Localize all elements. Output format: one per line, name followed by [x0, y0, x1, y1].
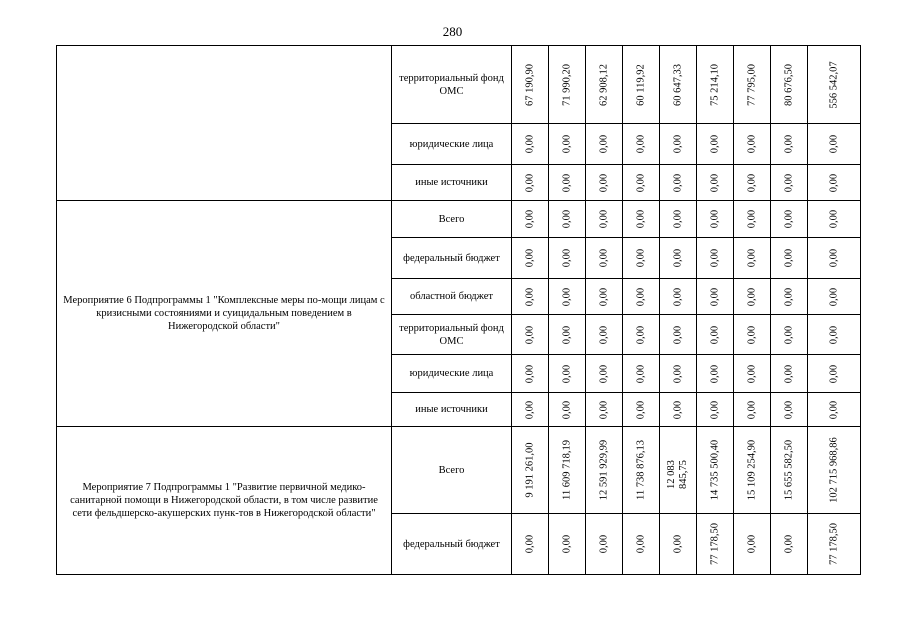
value-cell	[586, 393, 623, 427]
value-cell	[549, 279, 586, 315]
value-text: 0,00	[635, 134, 647, 154]
value-cell	[660, 201, 697, 238]
value-cell	[660, 393, 697, 427]
value-text: 14 735 500,40	[709, 439, 721, 501]
funding-source-cell: территориальный фонд ОМС	[392, 315, 512, 355]
value-cell	[549, 46, 586, 124]
value-text: 0,00	[524, 364, 536, 383]
value-cell	[808, 393, 861, 427]
value-text: 0,00	[672, 209, 684, 229]
value-text: 75 214,10	[709, 63, 721, 106]
value-text: 0,00	[746, 209, 758, 229]
value-cell	[549, 201, 586, 238]
funding-source-cell: Всего	[392, 201, 512, 238]
value-text: 0,00	[709, 364, 721, 383]
value-cell	[549, 514, 586, 575]
value-cell	[697, 514, 734, 575]
value-text: 0,00	[561, 400, 573, 419]
value-text: 0,00	[635, 400, 647, 419]
value-cell	[623, 279, 660, 315]
funding-source-cell: Всего	[392, 427, 512, 514]
value-cell	[660, 279, 697, 315]
value-cell	[586, 514, 623, 575]
value-text: 0,00	[746, 364, 758, 383]
table-row	[57, 46, 861, 124]
value-text: 0,00	[828, 287, 840, 306]
value-cell	[586, 201, 623, 238]
funding-source-cell: иные источники	[392, 393, 512, 427]
value-cell	[771, 165, 808, 201]
value-text: 0,00	[746, 534, 758, 554]
value-cell	[512, 427, 549, 514]
value-text: 0,00	[672, 534, 684, 554]
value-cell	[771, 201, 808, 238]
value-text: 0,00	[828, 209, 840, 229]
value-text: 0,00	[561, 364, 573, 383]
value-cell	[660, 427, 697, 514]
value-text: 0,00	[561, 325, 573, 344]
value-cell	[549, 393, 586, 427]
value-text: 0,00	[524, 534, 536, 554]
value-cell	[697, 238, 734, 279]
value-text: 0,00	[828, 248, 840, 268]
value-text: 0,00	[672, 400, 684, 419]
value-text: 0,00	[828, 364, 840, 383]
value-text: 0,00	[746, 287, 758, 306]
value-text: 0,00	[524, 400, 536, 419]
value-cell	[808, 427, 861, 514]
value-cell	[586, 355, 623, 393]
value-text: 0,00	[746, 134, 758, 154]
funding-source-cell: иные источники	[392, 165, 512, 201]
value-text: 0,00	[524, 209, 536, 229]
value-cell	[660, 315, 697, 355]
value-cell	[549, 355, 586, 393]
value-text: 0,00	[783, 248, 795, 268]
value-cell	[549, 427, 586, 514]
value-cell	[586, 279, 623, 315]
value-text: 0,00	[561, 534, 573, 554]
value-text: 0,00	[635, 364, 647, 383]
value-text: 0,00	[524, 248, 536, 268]
value-text: 0,00	[746, 400, 758, 419]
funding-source-cell: федеральный бюджет	[392, 514, 512, 575]
value-cell	[586, 315, 623, 355]
value-cell	[734, 46, 771, 124]
value-cell	[660, 124, 697, 165]
value-cell	[549, 124, 586, 165]
value-text: 0,00	[783, 400, 795, 419]
table-row	[57, 201, 861, 238]
value-text: 0,00	[709, 287, 721, 306]
value-text: 0,00	[598, 287, 610, 306]
activity-cell: Мероприятие 6 Подпрограммы 1 "Комплексные меры по-мощи лицам с кризисными состояниями и суицидальным поведением в Нижегородской области"	[57, 201, 392, 427]
value-cell	[623, 201, 660, 238]
value-cell	[808, 279, 861, 315]
value-text: 0,00	[561, 248, 573, 268]
value-cell	[512, 279, 549, 315]
value-text: 62 908,12	[598, 63, 610, 106]
value-cell	[660, 238, 697, 279]
value-cell	[586, 46, 623, 124]
value-cell	[734, 315, 771, 355]
value-cell	[512, 238, 549, 279]
value-text: 0,00	[746, 325, 758, 344]
value-text: 0,00	[828, 400, 840, 419]
value-text: 0,00	[524, 173, 536, 192]
value-text: 0,00	[561, 209, 573, 229]
value-text: 0,00	[598, 325, 610, 344]
value-cell	[586, 238, 623, 279]
value-text: 15 109 254,90	[746, 439, 758, 501]
value-cell	[623, 393, 660, 427]
value-text: 0,00	[598, 364, 610, 383]
funding-source-cell: федеральный бюджет	[392, 238, 512, 279]
value-text: 0,00	[672, 173, 684, 192]
value-cell	[808, 201, 861, 238]
value-text: 556 542,07	[828, 60, 840, 109]
value-cell	[660, 355, 697, 393]
value-cell	[549, 165, 586, 201]
value-text: 0,00	[746, 248, 758, 268]
value-cell	[734, 165, 771, 201]
value-cell	[808, 355, 861, 393]
value-cell	[586, 124, 623, 165]
value-text: 12 083 845,75	[666, 460, 689, 489]
value-cell	[660, 165, 697, 201]
value-cell	[808, 165, 861, 201]
value-text: 0,00	[672, 364, 684, 383]
value-cell	[623, 355, 660, 393]
value-text: 11 609 718,19	[561, 440, 573, 500]
value-cell	[808, 46, 861, 124]
value-text: 102 715 968,86	[828, 437, 840, 503]
value-cell	[771, 124, 808, 165]
value-cell	[586, 165, 623, 201]
value-cell	[734, 355, 771, 393]
value-text: 0,00	[709, 173, 721, 192]
value-cell	[697, 165, 734, 201]
value-text: 0,00	[561, 173, 573, 192]
value-text: 0,00	[635, 534, 647, 554]
value-text: 9 191 261,00	[524, 442, 536, 498]
value-text: 0,00	[524, 325, 536, 344]
value-cell	[808, 124, 861, 165]
value-text: 0,00	[635, 209, 647, 229]
value-cell	[697, 355, 734, 393]
value-text: 0,00	[709, 134, 721, 154]
value-text: 0,00	[635, 248, 647, 268]
value-cell	[512, 46, 549, 124]
value-text: 0,00	[783, 287, 795, 306]
value-cell	[512, 165, 549, 201]
value-text: 77 178,50	[828, 523, 840, 565]
table-row	[57, 427, 861, 514]
value-text: 0,00	[709, 209, 721, 229]
value-text: 0,00	[561, 287, 573, 306]
value-cell	[512, 315, 549, 355]
value-text: 67 190,90	[524, 63, 536, 106]
value-cell	[549, 238, 586, 279]
value-cell	[734, 514, 771, 575]
value-text: 0,00	[709, 248, 721, 268]
page-number: 280	[442, 24, 463, 39]
value-cell	[623, 165, 660, 201]
value-text: 0,00	[709, 325, 721, 344]
value-cell	[623, 514, 660, 575]
value-cell	[808, 514, 861, 575]
value-text: 0,00	[672, 287, 684, 306]
value-cell	[697, 315, 734, 355]
value-cell	[512, 124, 549, 165]
funding-source-cell: юридические лица	[392, 355, 512, 393]
value-text: 0,00	[672, 134, 684, 154]
value-text: 0,00	[524, 134, 536, 154]
value-cell	[623, 238, 660, 279]
activity-cell: Мероприятие 7 Подпрограммы 1 "Развитие первичной медико-санитарной помощи в Нижегородской области, в том числе развитие сети фельдшерско-акушерских пунк-тов в Нижегородской области"	[57, 427, 392, 575]
value-cell	[623, 315, 660, 355]
value-text: 0,00	[524, 287, 536, 306]
value-cell	[512, 355, 549, 393]
value-cell	[512, 393, 549, 427]
value-text: 0,00	[783, 534, 795, 554]
funding-table	[56, 45, 861, 575]
value-text: 11 738 876,13	[635, 440, 647, 500]
value-cell	[771, 514, 808, 575]
value-text: 0,00	[828, 134, 840, 154]
value-text: 0,00	[598, 248, 610, 268]
value-text: 0,00	[598, 400, 610, 419]
value-text: 71 990,20	[561, 63, 573, 106]
value-cell	[771, 315, 808, 355]
value-cell	[549, 315, 586, 355]
value-text: 0,00	[598, 134, 610, 154]
value-text: 15 655 582,50	[783, 439, 795, 501]
value-cell	[697, 46, 734, 124]
funding-source-cell: территориальный фонд ОМС	[392, 46, 512, 124]
value-cell	[586, 427, 623, 514]
value-cell	[660, 46, 697, 124]
value-cell	[771, 355, 808, 393]
value-cell	[808, 315, 861, 355]
value-text: 80 676,50	[783, 63, 795, 106]
value-text: 0,00	[672, 325, 684, 344]
value-text: 0,00	[635, 325, 647, 344]
value-cell	[734, 427, 771, 514]
value-text: 0,00	[783, 134, 795, 154]
value-cell	[734, 279, 771, 315]
funding-source-cell: областной бюджет	[392, 279, 512, 315]
value-text: 0,00	[598, 173, 610, 192]
value-text: 0,00	[635, 173, 647, 192]
value-text: 12 591 929,99	[598, 439, 610, 501]
value-text: 0,00	[709, 400, 721, 419]
value-cell	[512, 514, 549, 575]
value-cell	[734, 238, 771, 279]
value-text: 0,00	[598, 209, 610, 229]
value-cell	[623, 427, 660, 514]
value-text: 0,00	[828, 173, 840, 192]
value-text: 77 795,00	[746, 63, 758, 106]
value-text: 77 178,50	[709, 523, 721, 565]
value-text: 0,00	[783, 364, 795, 383]
value-cell	[697, 124, 734, 165]
value-cell	[771, 238, 808, 279]
value-cell	[771, 279, 808, 315]
value-text: 0,00	[561, 134, 573, 154]
value-cell	[734, 201, 771, 238]
value-cell	[660, 514, 697, 575]
value-cell	[512, 201, 549, 238]
value-text: 0,00	[672, 248, 684, 268]
activity-cell	[57, 46, 392, 201]
value-cell	[808, 238, 861, 279]
value-text: 60 119,92	[635, 63, 647, 106]
value-cell	[623, 124, 660, 165]
value-text: 60 647,33	[672, 63, 684, 106]
value-text: 0,00	[783, 173, 795, 192]
value-cell	[697, 279, 734, 315]
value-cell	[771, 427, 808, 514]
value-text: 0,00	[635, 287, 647, 306]
value-cell	[771, 46, 808, 124]
value-cell	[697, 201, 734, 238]
value-cell	[623, 46, 660, 124]
value-text: 0,00	[746, 173, 758, 192]
funding-source-cell: юридические лица	[392, 124, 512, 165]
value-text: 0,00	[828, 325, 840, 344]
value-cell	[697, 427, 734, 514]
value-cell	[734, 393, 771, 427]
value-cell	[697, 393, 734, 427]
value-cell	[771, 393, 808, 427]
value-cell	[734, 124, 771, 165]
value-text: 0,00	[783, 325, 795, 344]
value-text: 0,00	[598, 534, 610, 554]
value-text: 0,00	[783, 209, 795, 229]
